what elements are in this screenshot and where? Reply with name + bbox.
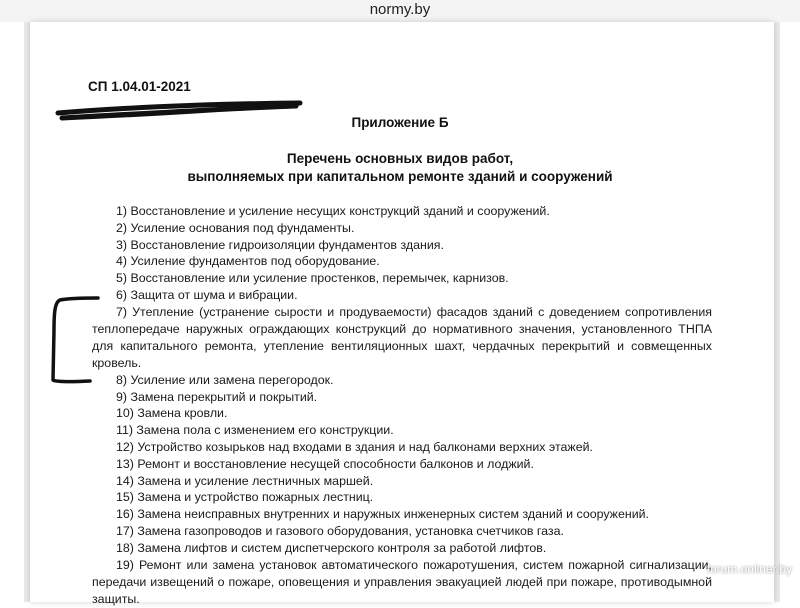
browser-top-bar: [0, 0, 800, 22]
heading-line-2: выполняемых при капитальном ремонте зданий и сооружений: [187, 169, 613, 184]
list-item: 18) Замена лифтов и систем диспетчерского контроля за работой лифтов.: [116, 540, 547, 555]
heading-line-1: Перечень основных видов работ,: [286, 151, 514, 166]
forum-watermark: forum.onliner.by: [706, 562, 792, 576]
list-item: 10) Замена кровли.: [116, 406, 228, 421]
list-item: 6) Защита от шума и вибрации.: [116, 287, 298, 302]
list-item: 19) Ремонт или замена установок автоматического пожаротушения, систем пожарной сигнализации, передачи извещений о пожаре, оповещения и управления эвакуацией людей при пожаре, противодымной защиты.: [92, 557, 712, 606]
list-item: 17) Замена газопроводов и газового оборудования, установка счетчиков газа.: [116, 523, 564, 538]
url-display[interactable]: normy.by: [369, 1, 431, 18]
list-item: 1) Восстановление и усиление несущих конструкций зданий и сооружений.: [116, 204, 550, 218]
list-item: 2) Усиление основания под фундаменты.: [116, 220, 355, 235]
appendix-title: Приложение Б: [351, 115, 449, 130]
list-item: 11) Замена пола с изменением его конструкции.: [116, 423, 394, 438]
document-code: СП 1.04.01-2021: [88, 79, 191, 94]
list-item: 12) Устройство козырьков над входами в здания и над балконами верхних этажей.: [116, 439, 593, 454]
list-item: 7) Утепление (устранение сырости и продуваемости) фасадов зданий с доведением сопротивления теплопередаче наружных ограждающих конструкций до нормативного значения, установленного ТНПА для капитального ремонта, утепление вентиляционных шахт, чердачных перекрытий и совмещенных кровель.: [92, 304, 712, 370]
list-item: 4) Усиление фундаментов под оборудование.: [116, 254, 380, 269]
document-heading: [0, 150, 800, 186]
list-item: 13) Ремонт и восстановление несущей способности балконов и лоджий.: [116, 456, 534, 471]
work-list: [92, 203, 712, 608]
list-item: 5) Восстановление или усиление простенков, перемычек, карнизов.: [116, 271, 509, 286]
list-item: 15) Замена и устройство пожарных лестниц.: [116, 490, 374, 505]
list-item: 14) Замена и усиление лестничных маршей.: [116, 473, 374, 488]
list-item: 3) Восстановление гидроизоляции фундаментов здания.: [116, 237, 444, 252]
list-item: 16) Замена неисправных внутренних и наружных инженерных систем зданий и сооружений.: [116, 507, 649, 522]
list-item: 9) Замена перекрытий и покрытий.: [116, 389, 318, 404]
list-item: 8) Усиление или замена перегородок.: [116, 372, 334, 387]
